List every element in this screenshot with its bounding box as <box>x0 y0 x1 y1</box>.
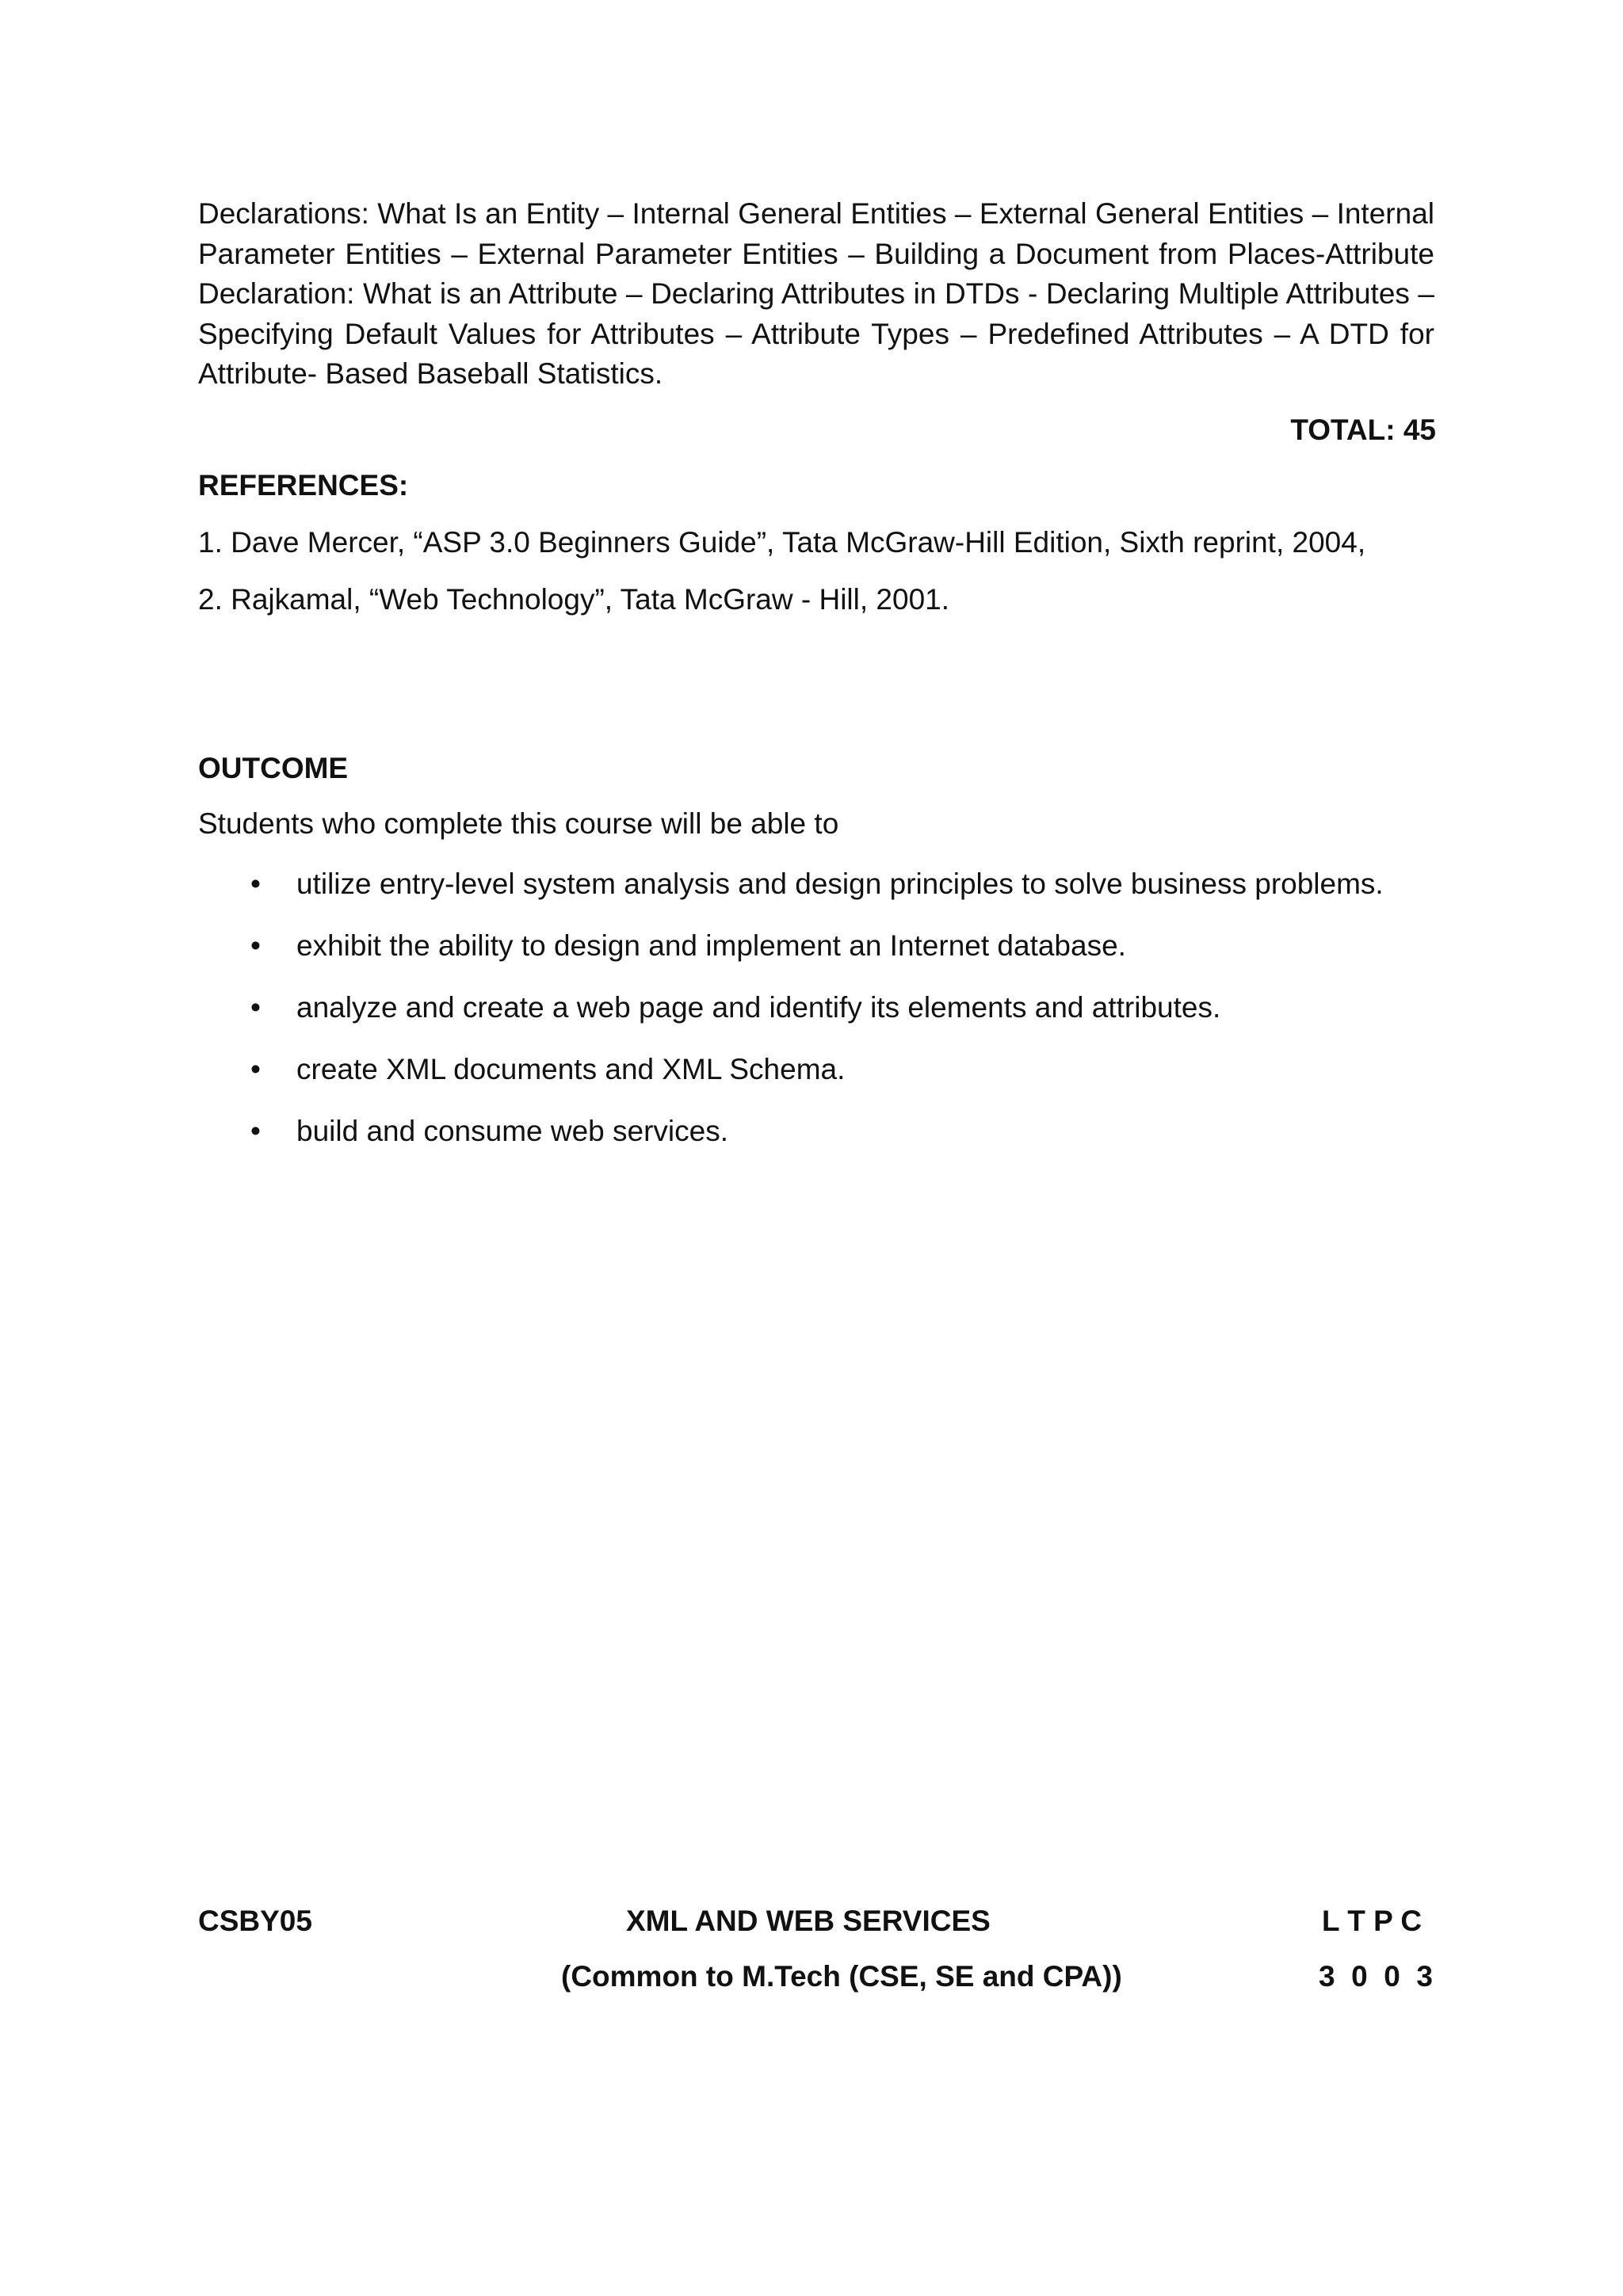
outcome-item-text: build and consume web services. <box>296 1115 729 1147</box>
outcome-item <box>198 1112 1466 1173</box>
course-code: CSBY05 <box>198 1905 312 1937</box>
reference-item-2: 2. Rajkamal, “Web Technology”, Tata McGraw - Hill, 2001. <box>198 583 949 616</box>
outcome-intro: Students who complete this course will be able to <box>198 807 839 840</box>
outcome-item-text: analyze and create a web page and identify its elements and attributes. <box>296 991 1221 1024</box>
course-subtitle: (Common to M.Tech (CSE, SE and CPA)) <box>561 1960 1122 1993</box>
outcome-item-text: exhibit the ability to design and implement an Internet database. <box>296 929 1126 962</box>
total-hours: TOTAL: 45 <box>1290 414 1436 446</box>
ltpc-label: L T P C <box>1322 1905 1423 1937</box>
outcome-item <box>198 926 1466 988</box>
outcome-item <box>198 1050 1466 1112</box>
ltpc-values: 3 0 0 3 <box>1319 1960 1433 1993</box>
bullet-icon: • <box>250 868 261 900</box>
bullet-icon: • <box>250 1053 261 1085</box>
outcome-heading: OUTCOME <box>198 752 349 784</box>
bullet-icon: • <box>250 991 261 1024</box>
references-heading: REFERENCES: <box>198 469 409 502</box>
outcome-item <box>198 864 1466 926</box>
reference-item-1: 1. Dave Mercer, “ASP 3.0 Beginners Guide”, Tata McGraw-Hill Edition, Sixth reprint, 2004, <box>198 526 1366 559</box>
course-title: XML AND WEB SERVICES <box>626 1905 991 1937</box>
outcome-list <box>198 864 1466 1173</box>
syllabus-paragraph: Declarations: What Is an Entity – Internal General Entities – External General Entities – Internal Parameter Entities – External Parameter Entities – Building a Document from Places-Attribute Declaration: What is an Attribute – Declaring Attributes in DTDs - Declaring Multiple Attributes – Specifying Default Values for Attributes – Attribute Types – Predefined Attributes – A DTD for Attribute- Based Baseball Statistics. <box>198 197 1434 390</box>
outcome-item-text: utilize entry-level system analysis and design principles to solve business problems. <box>296 868 1384 900</box>
outcome-item <box>198 988 1466 1050</box>
bullet-icon: • <box>250 1115 261 1147</box>
bullet-icon: • <box>250 929 261 962</box>
outcome-item-text: create XML documents and XML Schema. <box>296 1053 846 1085</box>
